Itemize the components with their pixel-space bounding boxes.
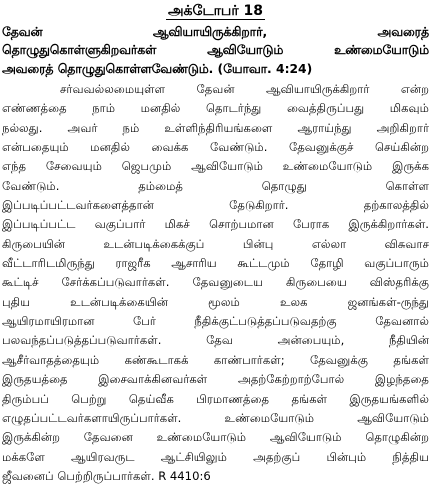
verse-line: தேவன் ஆவியாயிருக்கிறார், அவரைத் [2,25,429,39]
paragraph-line: புதிய உடன்படிக்கையின் மூலம் உலக ஜனங்கள்-ருந்து [2,294,429,309]
paragraph-line: இப்படிப்பட்ட வகுப்பார் மிகச் சொற்பமான பேராக இருக்கிறார்கள். [2,217,429,232]
scripture-verse [2,23,429,78]
paragraph-line: திரும்பப் பெற்று தெய்வீக பிரமாணத்தை தங்கள் இருதயங்களில் [2,391,429,406]
paragraph-line: ஆயிரமாயிரமான பேர் நீதிக்குட்படுத்தப்படுவதற்கு தேவனால் [2,314,429,329]
paragraph-line: எந்த சேவையும் ஜெபமும் ஆவியோடும் உண்மையோடும் இருக்க [2,159,429,174]
verse-line: அவரைத் தொழுதுகொள்ளவேண்டும். (யோவா. 4:24) [2,61,313,76]
paragraph-line: என்பதையும் மனதில் வைக்க வேண்டும். தேவனுக்குச் செய்கின்ற [2,140,429,155]
verse-line: தொழுதுகொள்ளுகிறவர்கள் ஆவியோடும் உண்மையோடும் [2,43,429,58]
date-heading [0,3,431,19]
paragraph-line: இருக்கின்ற தேவனை உண்மையோடும் ஆவியோடும் தொழுகின்ற [2,430,429,445]
paragraph-line: கிருபையின் உடன்படிக்கைக்குப் பின்பு எல்லா விசுவாச [2,236,429,251]
paragraph-line: இப்படிப்பட்டவர்களைத்தான் தேடுகிறார். தற்காலத்தில் [2,198,429,213]
paragraph-line: மக்களே ஆயிரவருட ஆட்சியிலும் அதற்குப் பின்பும் நித்திய [2,449,429,464]
devotional-text [2,80,429,486]
date-text: அக்டோபர் 18 [168,3,263,19]
paragraph-line: பலவந்தப்படுத்தப்படுவார்கள். தேவ அன்பையும், நீதியின் [2,333,429,348]
paragraph-line: சர்வவல்லமையுள்ள தேவன் ஆவியாயிருக்கிறார் என்ற [60,82,429,96]
paragraph-line-last: ஜீவனைப் பெற்றிருப்பார்கள். R 4410:6 [2,468,211,483]
paragraph-line: ஆசீர்வாதத்தையும் கண்கூடாகக் காண்பார்கள்; தேவனுக்கு தங்கள் [2,352,429,367]
paragraph-line: நல்லது. அவர் நம் உள்ளிந்திரியங்களை ஆராய்ந்து அறிகிறார் [2,120,429,135]
paragraph-line: எழுதப்பட்டவர்களாயிருப்பார்கள். உண்மையோடும் ஆவியோடும் [2,410,429,425]
paragraph-line: கூட்டிச் சேர்க்கப்படுவார்கள். தேவனுடைய கிருபையை விஸ்தரிக்கு [2,275,429,290]
paragraph-line: இருதயத்தை இசைவாக்கினவர்கள் அதற்கேற்றாற்போல் இழந்ததை [2,372,429,387]
paragraph-line: வேண்டும். தம்மைத் தொழுது கொள்ள [2,178,429,193]
paragraph-line: எண்ணத்தை நாம் மனதில் தொடர்ந்து வைத்திருப்பது மிகவும் [2,101,429,116]
paragraph-line: வீட்டாரிடமிருந்து ராஜரீக ஆசாரிய கூட்டமும் தோழி வகுப்பாரும் [2,256,429,271]
